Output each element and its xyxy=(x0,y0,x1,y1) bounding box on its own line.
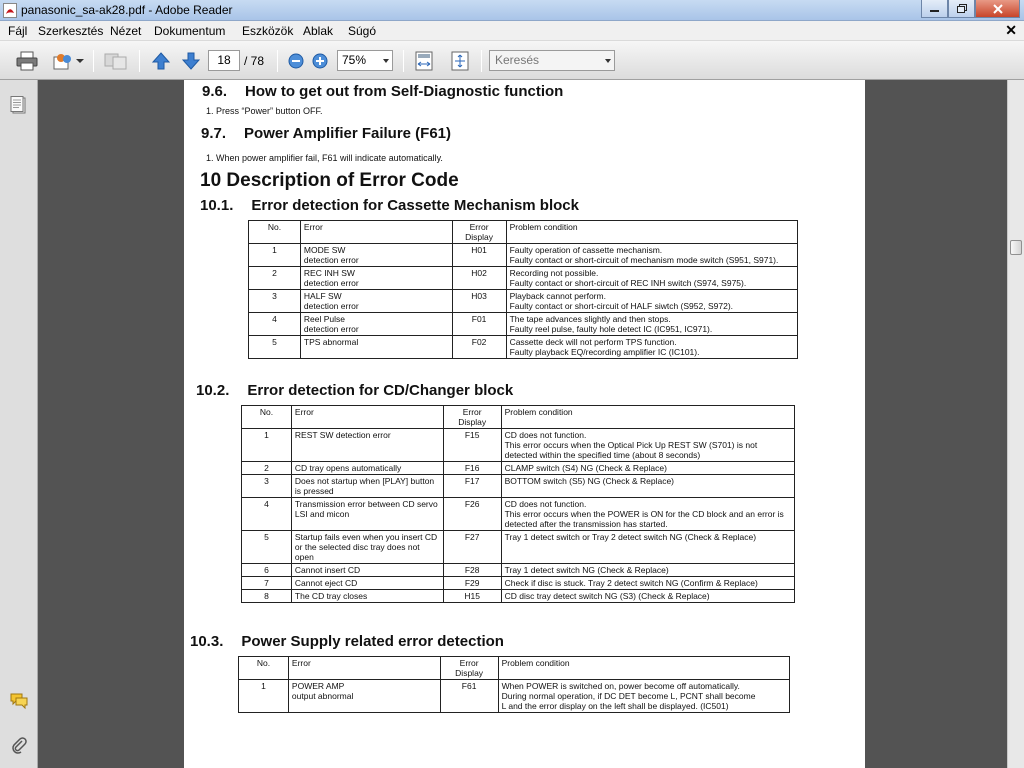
cell-error: CD tray opens automatically xyxy=(291,462,443,475)
cell-problem-condition: CD disc tray detect switch NG (S3) (Check & Replace) xyxy=(501,590,794,603)
print-icon xyxy=(16,51,38,71)
minimize-button[interactable] xyxy=(921,0,948,18)
separator xyxy=(139,50,140,72)
section-title: How to get out from Self-Diagnostic function xyxy=(245,83,564,100)
header-error: Error xyxy=(291,406,443,429)
cell-error: TPS abnormal xyxy=(300,336,452,359)
cell-error: MODE SW detection error xyxy=(300,244,452,267)
section-note: 1. When power amplifier fail, F61 will indicate automatically. xyxy=(206,153,443,163)
menu-tools[interactable]: Eszközök xyxy=(242,24,294,38)
table-row xyxy=(242,564,795,577)
menu-help[interactable]: Súgó xyxy=(348,24,377,38)
cell-no: 4 xyxy=(242,498,292,531)
cell-error-display: F02 xyxy=(452,336,506,359)
cell-problem-condition: The tape advances slightly and then stops. Faulty reel pulse, faulty hole detect IC (IC951, IC971). xyxy=(506,313,797,336)
cell-error-display: F27 xyxy=(443,531,501,564)
error-table-cassette xyxy=(248,220,798,359)
cell-problem-condition: CD does not function. This error occurs when the Optical Pick Up REST SW (S701) is not detected within the specified time (about 8 seconds) xyxy=(501,429,794,462)
cell-problem-condition: CLAMP switch (S4) NG (Check & Replace) xyxy=(501,462,794,475)
zoom-value: 75% xyxy=(342,53,367,67)
fit-width-button[interactable] xyxy=(413,49,435,73)
maximize-button[interactable] xyxy=(948,0,975,18)
collaborate-icon xyxy=(104,51,128,71)
zoom-out-button[interactable] xyxy=(286,49,306,73)
table-row xyxy=(242,498,795,531)
fit-page-button[interactable] xyxy=(449,49,471,73)
separator xyxy=(93,50,94,72)
cell-error-display: F01 xyxy=(452,313,506,336)
cell-error-display: F17 xyxy=(443,475,501,498)
zoom-in-button[interactable] xyxy=(310,49,330,73)
cell-no: 8 xyxy=(242,590,292,603)
comments-icon[interactable] xyxy=(10,692,28,710)
cell-error-display: F28 xyxy=(443,564,501,577)
chevron-down-icon xyxy=(383,59,389,63)
document-view[interactable] xyxy=(39,80,1007,768)
section-heading xyxy=(201,125,451,142)
fit-width-icon xyxy=(415,51,433,71)
prev-page-button[interactable] xyxy=(150,49,172,73)
table-row xyxy=(242,577,795,590)
toolbar xyxy=(0,41,1024,80)
cell-error: POWER AMP output abnormal xyxy=(288,680,440,713)
title-bar xyxy=(0,0,1024,21)
cell-error-display: F16 xyxy=(443,462,501,475)
header-error-display: Error Display xyxy=(452,221,506,244)
cell-no: 3 xyxy=(249,290,301,313)
separator xyxy=(403,50,404,72)
table-row xyxy=(249,267,798,290)
pdf-app-icon xyxy=(3,3,17,18)
header-problem-condition: Problem condition xyxy=(506,221,797,244)
cell-no: 1 xyxy=(242,429,292,462)
header-error-display: Error Display xyxy=(440,657,498,680)
table-row xyxy=(242,531,795,564)
section-number: 10.2. xyxy=(196,382,230,399)
table-row xyxy=(239,680,790,713)
cell-problem-condition: Recording not possible. Faulty contact or short-circuit of REC INH switch (S974, S975). xyxy=(506,267,797,290)
prev-page-icon xyxy=(151,51,171,71)
cell-error-display: F61 xyxy=(440,680,498,713)
table-row xyxy=(242,462,795,475)
section-heading xyxy=(196,382,513,399)
cell-no: 7 xyxy=(242,577,292,590)
cell-problem-condition: BOTTOM switch (S5) NG (Check & Replace) xyxy=(501,475,794,498)
navigation-panel xyxy=(0,80,38,768)
table-row xyxy=(242,429,795,462)
menu-document[interactable]: Dokumentum xyxy=(154,24,226,38)
separator xyxy=(481,50,482,72)
cell-error-display: H15 xyxy=(443,590,501,603)
collaborate-button[interactable] xyxy=(103,49,129,73)
pages-panel-icon[interactable] xyxy=(10,96,28,114)
chevron-down-icon xyxy=(605,59,611,63)
error-table-cd xyxy=(241,405,795,603)
cell-no: 4 xyxy=(249,313,301,336)
cell-no: 1 xyxy=(249,244,301,267)
separator xyxy=(277,50,278,72)
menu-edit[interactable]: Szerkesztés xyxy=(38,24,104,38)
section-number: 10.1. xyxy=(200,197,234,214)
cell-problem-condition: Faulty operation of cassette mechanism. Faulty contact or short-circuit of mechanism mode switch (S951, S971). xyxy=(506,244,797,267)
section-heading xyxy=(190,633,504,650)
table-header-row xyxy=(249,221,798,244)
close-button[interactable] xyxy=(975,0,1020,18)
cell-no: 2 xyxy=(249,267,301,290)
table-header-row xyxy=(239,657,790,680)
cell-no: 1 xyxy=(239,680,289,713)
cell-error: Does not startup when [PLAY] button is pressed xyxy=(291,475,443,498)
cell-error-display: F15 xyxy=(443,429,501,462)
scrollbar-thumb[interactable] xyxy=(1010,240,1022,255)
next-page-icon xyxy=(181,51,201,71)
search-placeholder: Keresés xyxy=(495,53,540,67)
table-row xyxy=(242,475,795,498)
vertical-scrollbar[interactable] xyxy=(1007,80,1024,768)
page-number-input[interactable]: 18 xyxy=(208,50,240,71)
header-problem-condition: Problem condition xyxy=(501,406,794,429)
section-title: Error detection for CD/Changer block xyxy=(247,382,514,399)
error-table-power xyxy=(238,656,790,713)
header-error-display: Error Display xyxy=(443,406,501,429)
cell-error-display: F29 xyxy=(443,577,501,590)
share-button[interactable] xyxy=(50,49,86,73)
attachments-icon[interactable] xyxy=(10,736,28,754)
section-number: 10.3. xyxy=(190,633,224,650)
section-heading xyxy=(202,83,563,100)
cell-problem-condition: Check if disc is stuck. Tray 2 detect switch NG (Confirm & Replace) xyxy=(501,577,794,590)
cell-problem-condition: Tray 1 detect switch NG (Check & Replace) xyxy=(501,564,794,577)
menu-window[interactable]: Ablak xyxy=(303,24,334,38)
section-title: Error detection for Cassette Mechanism block xyxy=(251,197,579,214)
cell-no: 5 xyxy=(249,336,301,359)
restore-icon xyxy=(957,4,967,13)
cell-error: Transmission error between CD servo LSI and micon xyxy=(291,498,443,531)
header-no: No. xyxy=(249,221,301,244)
page-count: / 78 xyxy=(244,54,265,68)
section-note: 1. Press “Power” button OFF. xyxy=(206,106,323,116)
cell-problem-condition: When POWER is switched on, power become off automatically. During normal operation, if DC DET become L, PCNT shall become L and the error display on the left shall be displayed. (IC501) xyxy=(498,680,789,713)
print-button[interactable] xyxy=(14,49,40,73)
cell-error: HALF SW detection error xyxy=(300,290,452,313)
table-row xyxy=(249,336,798,359)
pdf-page xyxy=(184,80,865,768)
chevron-down-icon xyxy=(76,58,84,64)
close-icon xyxy=(993,4,1003,14)
search-input[interactable] xyxy=(489,50,615,71)
cell-problem-condition: CD does not function. This error occurs when the POWER is ON for the CD block and an error is detected after the transmission has started. xyxy=(501,498,794,531)
header-no: No. xyxy=(239,657,289,680)
cell-error: Cannot insert CD xyxy=(291,564,443,577)
cell-problem-condition: Playback cannot perform. Faulty contact or short-circuit of HALF siwtch (S952, S972). xyxy=(506,290,797,313)
table-row xyxy=(249,244,798,267)
section-number: 9.7. xyxy=(201,125,227,142)
cell-problem-condition: Tray 1 detect switch or Tray 2 detect switch NG (Check & Replace) xyxy=(501,531,794,564)
cell-error-display: H02 xyxy=(452,267,506,290)
section-title: Power Supply related error detection xyxy=(241,633,504,650)
zoom-select[interactable] xyxy=(337,50,393,71)
cell-error-display: H01 xyxy=(452,244,506,267)
window-title: panasonic_sa-ak28.pdf - Adobe Reader xyxy=(21,3,233,17)
table-row xyxy=(249,290,798,313)
cell-no: 2 xyxy=(242,462,292,475)
cell-error: REC INH SW detection error xyxy=(300,267,452,290)
fit-page-icon xyxy=(451,51,469,71)
cell-error-display: H03 xyxy=(452,290,506,313)
cell-problem-condition: Cassette deck will not perform TPS function. Faulty playback EQ/recording amplifier IC (IC101). xyxy=(506,336,797,359)
zoom-in-icon xyxy=(312,53,328,69)
section-heading xyxy=(200,197,579,214)
table-header-row xyxy=(242,406,795,429)
share-icon xyxy=(52,51,74,71)
menu-file[interactable]: Fájl xyxy=(8,24,28,38)
cell-error: The CD tray closes xyxy=(291,590,443,603)
cell-error: REST SW detection error xyxy=(291,429,443,462)
menu-view[interactable]: Nézet xyxy=(110,24,142,38)
header-error: Error xyxy=(288,657,440,680)
header-no: No. xyxy=(242,406,292,429)
cell-error-display: F26 xyxy=(443,498,501,531)
cell-no: 6 xyxy=(242,564,292,577)
cell-error: Reel Pulse detection error xyxy=(300,313,452,336)
close-document-icon[interactable]: ✕ xyxy=(1005,22,1017,38)
header-error: Error xyxy=(300,221,452,244)
zoom-out-icon xyxy=(288,53,304,69)
cell-no: 3 xyxy=(242,475,292,498)
menu-bar xyxy=(0,21,1024,41)
table-row xyxy=(242,590,795,603)
minimize-icon xyxy=(930,4,939,13)
section-number: 9.6. xyxy=(202,83,228,100)
section-title: Power Amplifier Failure (F61) xyxy=(244,125,452,142)
chapter-heading: 10 Description of Error Code xyxy=(200,170,459,191)
cell-error: Cannot eject CD xyxy=(291,577,443,590)
cell-error: Startup fails even when you insert CD or the selected disc tray does not open xyxy=(291,531,443,564)
table-row xyxy=(249,313,798,336)
header-problem-condition: Problem condition xyxy=(498,657,789,680)
cell-no: 5 xyxy=(242,531,292,564)
next-page-button[interactable] xyxy=(180,49,202,73)
